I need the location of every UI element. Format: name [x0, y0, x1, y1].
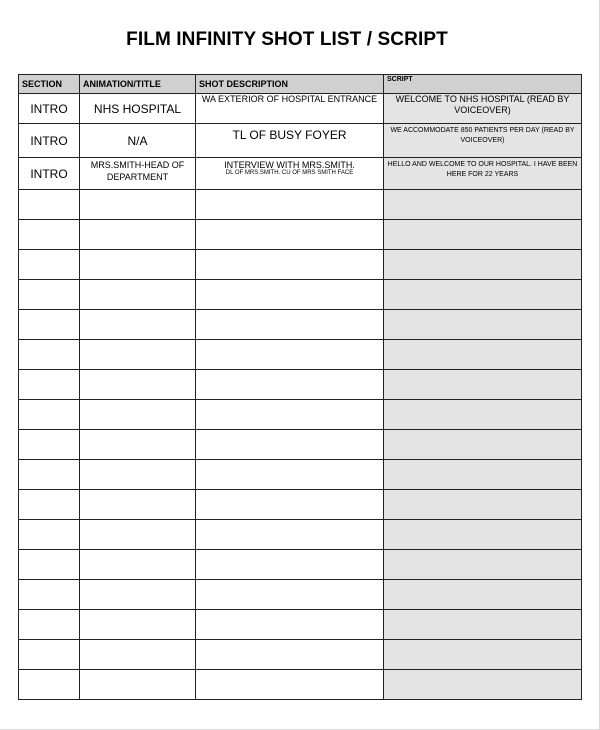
header-animation-title: ANIMATION/TITLE	[80, 75, 196, 94]
empty-table-row	[19, 670, 582, 700]
table-row	[19, 94, 582, 124]
shot-description-cell[interactable]	[196, 520, 384, 550]
section-cell[interactable]	[19, 340, 80, 370]
script-cell[interactable]: WELCOME TO NHS HOSPITAL (READ BY VOICEOVER)	[384, 94, 582, 124]
script-cell[interactable]	[384, 370, 582, 400]
section-cell[interactable]: INTRO	[19, 94, 80, 124]
section-cell[interactable]	[19, 640, 80, 670]
empty-table-row	[19, 340, 582, 370]
animation-title-cell[interactable]	[80, 520, 196, 550]
shot-description-cell[interactable]	[196, 94, 384, 124]
section-cell[interactable]	[19, 280, 80, 310]
animation-title-cell[interactable]	[80, 550, 196, 580]
section-cell[interactable]	[19, 580, 80, 610]
empty-table-row	[19, 400, 582, 430]
script-cell[interactable]	[384, 220, 582, 250]
animation-title-cell[interactable]	[80, 670, 196, 700]
shot-description-text: TL OF BUSY FOYER	[232, 128, 347, 142]
script-cell[interactable]	[384, 280, 582, 310]
shot-description-cell[interactable]	[196, 430, 384, 460]
script-cell[interactable]	[384, 670, 582, 700]
empty-table-row	[19, 280, 582, 310]
shot-description-cell[interactable]	[196, 250, 384, 280]
table-header-row	[19, 75, 582, 94]
shot-description-cell[interactable]	[196, 580, 384, 610]
shot-description-cell[interactable]	[196, 280, 384, 310]
animation-title-cell[interactable]	[80, 370, 196, 400]
shot-description-text: INTERVIEW WITH MRS.SMITH.	[224, 160, 355, 170]
empty-table-row	[19, 370, 582, 400]
animation-title-cell[interactable]	[80, 460, 196, 490]
script-cell[interactable]	[384, 340, 582, 370]
table-row	[19, 124, 582, 158]
shot-description-cell[interactable]	[196, 124, 384, 158]
header-shot-description: SHOT DESCRIPTION	[196, 75, 384, 94]
section-cell[interactable]: INTRO	[19, 158, 80, 190]
script-cell[interactable]	[384, 640, 582, 670]
shot-description-text: WA EXTERIOR OF HOSPITAL ENTRANCE	[201, 94, 378, 104]
section-cell[interactable]	[19, 220, 80, 250]
section-cell[interactable]: INTRO	[19, 124, 80, 158]
animation-title-cell[interactable]: NHS HOSPITAL	[80, 94, 196, 124]
header-section: SECTION	[19, 75, 80, 94]
shot-description-cell[interactable]	[196, 190, 384, 220]
empty-table-row	[19, 430, 582, 460]
script-cell[interactable]	[384, 400, 582, 430]
script-cell[interactable]	[384, 250, 582, 280]
section-cell[interactable]	[19, 190, 80, 220]
empty-table-row	[19, 490, 582, 520]
animation-title-cell[interactable]	[80, 580, 196, 610]
shot-description-cell[interactable]	[196, 220, 384, 250]
animation-title-cell[interactable]	[80, 610, 196, 640]
section-cell[interactable]	[19, 250, 80, 280]
shot-description-cell[interactable]	[196, 610, 384, 640]
shot-description-cell[interactable]	[196, 340, 384, 370]
animation-title-cell[interactable]	[80, 310, 196, 340]
shot-description-cell[interactable]	[196, 550, 384, 580]
section-cell[interactable]	[19, 520, 80, 550]
table-row	[19, 158, 582, 190]
animation-title-cell[interactable]	[80, 430, 196, 460]
shot-description-cell[interactable]	[196, 400, 384, 430]
shot-description-cell[interactable]	[196, 310, 384, 340]
script-cell[interactable]: HELLO AND WELCOME TO OUR HOSPITAL. I HAVE BEEN HERE FOR 22 YEARS	[384, 158, 582, 190]
empty-table-row	[19, 520, 582, 550]
section-cell[interactable]	[19, 370, 80, 400]
section-cell[interactable]	[19, 490, 80, 520]
empty-table-row	[19, 220, 582, 250]
script-cell[interactable]	[384, 580, 582, 610]
animation-title-cell[interactable]	[80, 250, 196, 280]
empty-table-row	[19, 250, 582, 280]
section-cell[interactable]	[19, 310, 80, 340]
script-cell[interactable]	[384, 610, 582, 640]
script-cell[interactable]	[384, 190, 582, 220]
header-script: SCRIPT	[384, 75, 582, 94]
empty-table-row	[19, 550, 582, 580]
shot-description-cell[interactable]	[196, 460, 384, 490]
empty-table-row	[19, 610, 582, 640]
empty-table-row	[19, 640, 582, 670]
empty-table-row	[19, 460, 582, 490]
section-cell[interactable]	[19, 400, 80, 430]
section-cell[interactable]	[19, 610, 80, 640]
page-title: FILM INFINITY SHOT LIST / SCRIPT	[126, 29, 448, 50]
animation-title-cell[interactable]	[80, 220, 196, 250]
animation-title-cell[interactable]	[80, 190, 196, 220]
script-cell[interactable]	[384, 460, 582, 490]
shot-description-cell[interactable]	[196, 490, 384, 520]
script-cell[interactable]	[384, 550, 582, 580]
animation-title-cell[interactable]	[80, 400, 196, 430]
script-cell[interactable]	[384, 310, 582, 340]
section-cell[interactable]	[19, 430, 80, 460]
empty-table-row	[19, 580, 582, 610]
empty-table-row	[19, 310, 582, 340]
animation-title-cell[interactable]	[80, 280, 196, 310]
section-cell[interactable]	[19, 460, 80, 490]
script-cell[interactable]	[384, 430, 582, 460]
animation-title-cell[interactable]	[80, 640, 196, 670]
section-cell[interactable]	[19, 670, 80, 700]
animation-title-cell[interactable]	[80, 490, 196, 520]
shot-description-subtext: DL OF MRS.SMITH. CU OF MRS SMITH FACE	[225, 170, 354, 176]
script-cell[interactable]: WE ACCOMMODATE 850 PATIENTS PER DAY (READ BY VOICEOVER)	[384, 124, 582, 158]
shot-list-table	[18, 74, 582, 700]
shot-description-cell[interactable]	[196, 640, 384, 670]
shot-description-cell[interactable]	[196, 670, 384, 700]
shot-description-cell[interactable]	[196, 370, 384, 400]
animation-title-cell[interactable]: MRS.SMITH-HEAD OF DEPARTMENT	[80, 158, 196, 190]
script-cell[interactable]	[384, 520, 582, 550]
section-cell[interactable]	[19, 550, 80, 580]
shot-description-cell[interactable]	[196, 158, 384, 190]
animation-title-cell[interactable]	[80, 340, 196, 370]
empty-table-row	[19, 190, 582, 220]
script-cell[interactable]	[384, 490, 582, 520]
animation-title-cell[interactable]: N/A	[80, 124, 196, 158]
